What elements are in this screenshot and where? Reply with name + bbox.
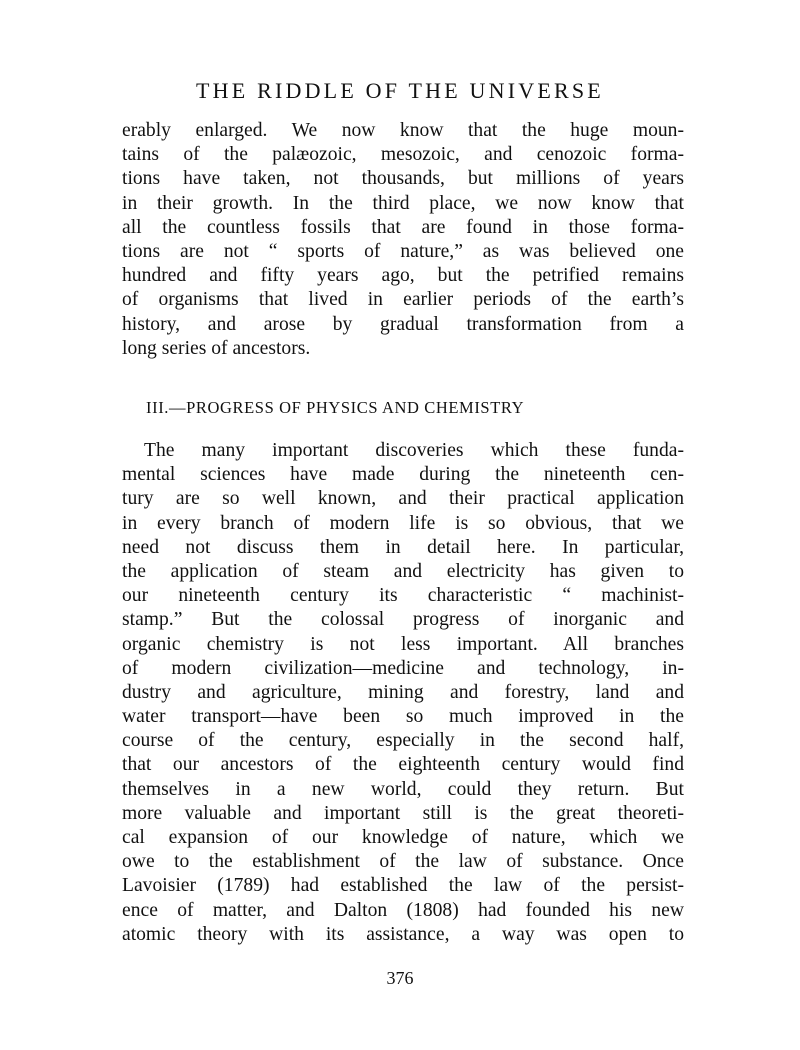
text-line: need not discuss them in detail here. In particular,: [122, 536, 684, 558]
text-line: long series of ancestors.: [122, 337, 311, 359]
text-line: in their growth. In the third place, we now know that: [122, 192, 684, 214]
text-line: themselves in a new world, could they return. But: [122, 778, 684, 800]
text-line: ence of matter, and Dalton (1808) had founded his new: [122, 899, 684, 921]
text-line: atomic theory with its assistance, a way was open to: [122, 923, 684, 945]
text-line: of modern civilization—medicine and technology, in-: [122, 657, 684, 679]
text-line: that our ancestors of the eighteenth century would find: [122, 754, 684, 776]
text-line: water transport—have been so much improved in the: [122, 706, 684, 728]
text-line: all the countless fossils that are found in those forma-: [122, 216, 684, 238]
page-number: 376: [386, 968, 414, 988]
text-line: The many important discoveries which these funda-: [144, 440, 684, 461]
text-line: tains of the palæozoic, mesozoic, and cenozoic forma-: [122, 144, 684, 166]
paragraph-continued: [122, 119, 684, 361]
text-line: Lavoisier (1789) had established the law of the persist-: [122, 875, 684, 897]
section-heading: III.—PROGRESS OF PHYSICS AND CHEMISTRY: [146, 398, 525, 417]
text-line: of organisms that lived in earlier periods of the earth’s: [122, 289, 684, 311]
text-line: dustry and agriculture, mining and forestry, land and: [122, 681, 684, 703]
text-line: owe to the establishment of the law of substance. Once: [122, 851, 684, 873]
paragraph-physics-chemistry: [122, 439, 684, 947]
text-line: course of the century, especially in the second half,: [122, 730, 684, 752]
text-line: cal expansion of our knowledge of nature, which we: [122, 827, 684, 848]
running-head: THE RIDDLE OF THE UNIVERSE: [196, 78, 604, 103]
text-line: tions are not “ sports of nature,” as was believed one: [122, 240, 684, 262]
text-line: erably enlarged. We now know that the huge moun-: [122, 120, 684, 141]
text-line: stamp.” But the colossal progress of inorganic and: [122, 609, 684, 631]
text-line: in every branch of modern life is so obvious, that we: [122, 512, 684, 534]
text-line: more valuable and important still is the great theoreti-: [122, 802, 684, 824]
text-line: tury are so well known, and their practical application: [122, 488, 684, 510]
text-line: the application of steam and electricity has given to: [122, 560, 684, 582]
text-line: tions have taken, not thousands, but millions of years: [122, 168, 684, 190]
text-line: history, and arose by gradual transformation from a: [122, 313, 684, 335]
text-line: organic chemistry is not less important. All branches: [122, 633, 684, 655]
text-line: mental sciences have made during the nineteenth cen-: [122, 464, 684, 486]
text-line: our nineteenth century its characteristic “ machinist-: [122, 585, 684, 607]
text-line: hundred and fifty years ago, but the petrified remains: [122, 265, 684, 287]
